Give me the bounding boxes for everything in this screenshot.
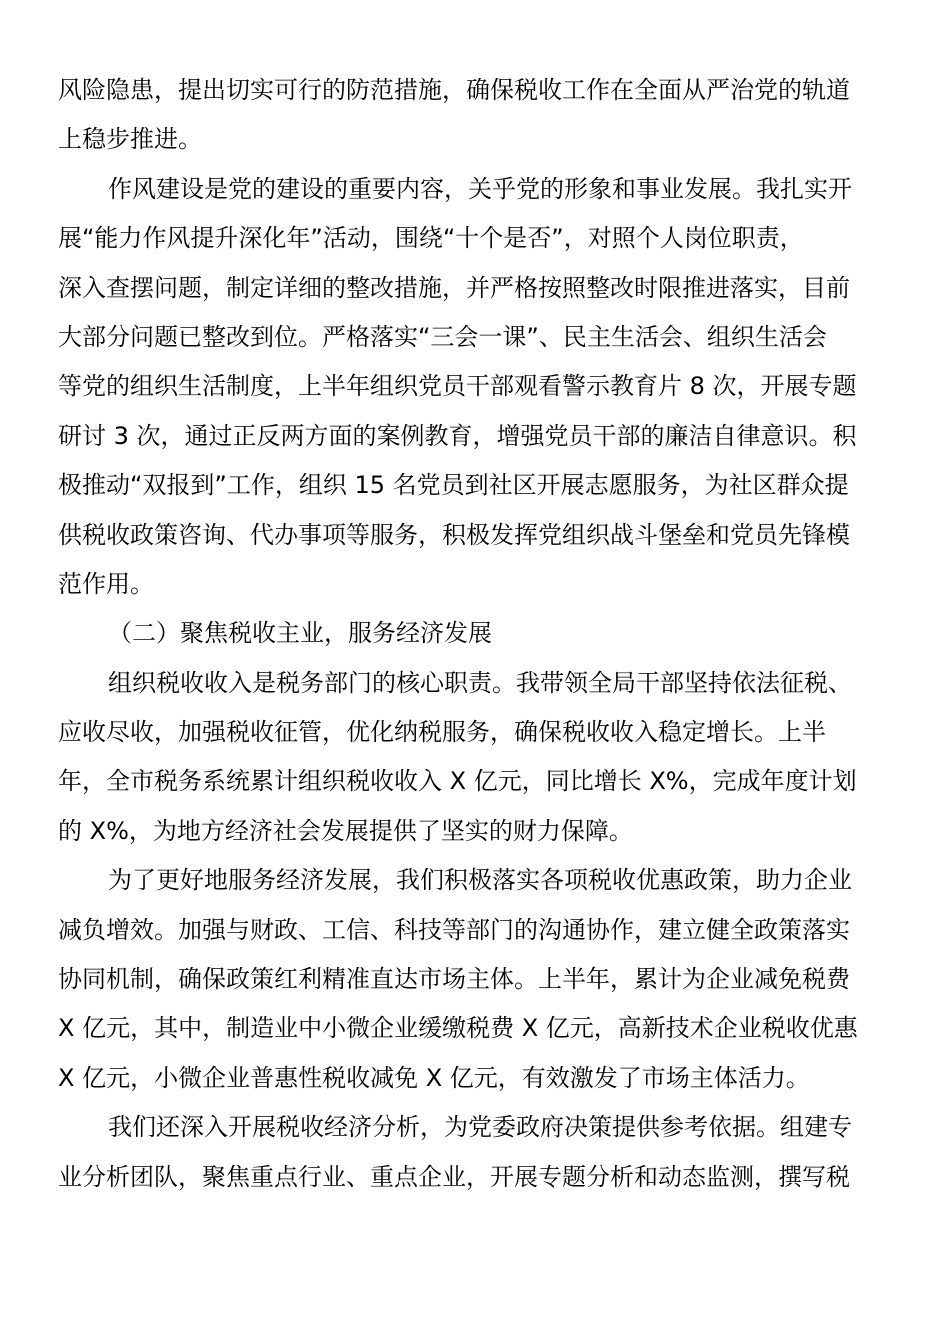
text-line: 供税收政策咨询、代办事项等服务，积极发挥党组织战斗堡垒和党员先锋模 bbox=[58, 520, 850, 549]
section-heading: （二）聚焦税收主业，服务经济发展 bbox=[108, 619, 492, 648]
text-line: 的 X%，为地方经济社会发展提供了坚实的财力保障。 bbox=[58, 816, 633, 845]
text-line: 等党的组织生活制度，上半年组织党员干部观看警示教育片 8 次，开展专题 bbox=[58, 372, 857, 401]
paragraph-first-line: 组织税收收入是税务部门的核心职责。我带领全局干部坚持依法征税、 bbox=[108, 668, 852, 697]
text-line: 极推动“双报到”工作，组织 15 名党员到社区开展志愿服务，为社区群众提 bbox=[58, 471, 849, 500]
text-line: X 亿元，小微企业普惠性税收减免 X 亿元，有效激发了市场主体活力。 bbox=[58, 1063, 810, 1092]
text-line: 应收尽收，加强税收征管，优化纳税服务，确保税收收入稳定增长。上半 bbox=[58, 718, 826, 747]
text-line: 减负增效。加强与财政、工信、科技等部门的沟通协作，建立健全政策落实 bbox=[58, 915, 850, 944]
text-line: 深入查摆问题，制定详细的整改措施，并严格按照整改时限推进落实，目前 bbox=[58, 273, 850, 302]
paragraph-first-line: 作风建设是党的建设的重要内容，关乎党的形象和事业发展。我扎实开 bbox=[108, 174, 852, 203]
paragraph-first-line: 我们还深入开展税收经济分析，为党委政府决策提供参考依据。组建专 bbox=[108, 1113, 852, 1142]
text-line: X 亿元，其中，制造业中小微企业缓缴税费 X 亿元，高新技术企业税收优惠 bbox=[58, 1014, 858, 1043]
text-line: 大部分问题已整改到位。严格落实“三会一课”、民主生活会、组织生活会 bbox=[58, 322, 827, 351]
text-line: 上稳步推进。 bbox=[58, 125, 202, 154]
text-line: 风险隐患，提出切实可行的防范措施，确保税收工作在全面从严治党的轨道 bbox=[58, 76, 850, 104]
text-line: 展“能力作风提升深化年”活动，围绕“十个是否”，对照个人岗位职责， bbox=[58, 224, 804, 253]
text-line: 范作用。 bbox=[58, 569, 154, 598]
document-page bbox=[58, 66, 892, 1202]
text-line: 年，全市税务系统累计组织税收收入 X 亿元，同比增长 X%，完成年度计划 bbox=[58, 767, 857, 796]
paragraph-first-line: 为了更好地服务经济发展，我们积极落实各项税收优惠政策，助力企业 bbox=[108, 866, 852, 895]
text-line: 协同机制，确保政策红利精准直达市场主体。上半年，累计为企业减免税费 bbox=[58, 965, 850, 994]
text-line: 业分析团队，聚焦重点行业、重点企业，开展专题分析和动态监测，撰写税 bbox=[58, 1162, 850, 1191]
text-line: 研讨 3 次，通过正反两方面的案例教育，增强党员干部的廉洁自律意识。积 bbox=[58, 421, 857, 450]
